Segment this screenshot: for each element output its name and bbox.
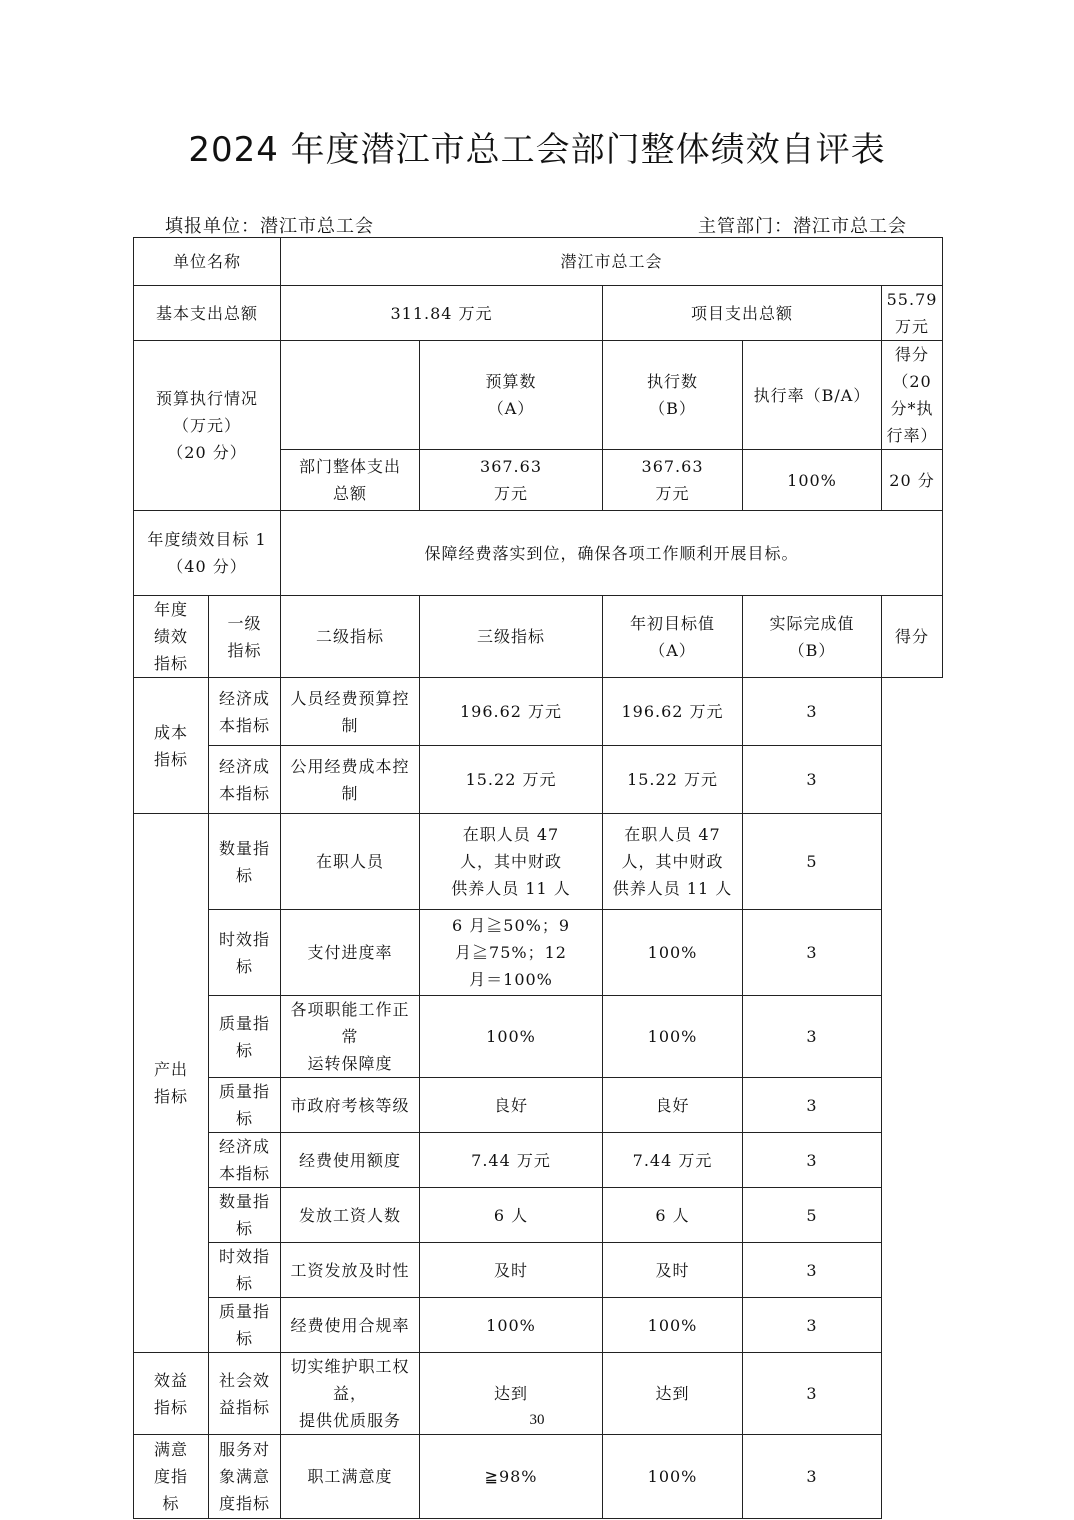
score-value: 3 [743,1353,882,1435]
level3-indicator-line: 经费使用额度 [299,1150,402,1170]
level2-indicator [209,1133,281,1188]
level3-indicator-line: 工资发放及时性 [290,1260,410,1280]
score-value: 3 [743,1133,882,1188]
actual-value [603,996,743,1078]
score-value: 5 [743,1188,882,1243]
execution-rate-value: 100% [743,450,882,511]
score-value: 3 [743,1435,882,1519]
actual-value [603,910,743,996]
target-value-line: 7.44 万元 [471,1150,551,1170]
project-expense-value: 55.79 万元 [882,286,943,341]
actual-value [603,1298,743,1353]
indicator-row [134,1243,943,1298]
target-value [420,910,603,996]
target-header [603,596,743,678]
score-value: 3 [743,1298,882,1353]
indicator-row [134,996,943,1078]
header-line: 得分 [895,345,930,364]
target-value-line: 月≧75%；12 [455,943,567,962]
level3-indicator-line: 支付进度率 [307,943,393,962]
actual-value [603,1133,743,1188]
header-line: （B） [788,640,836,660]
level3-indicator [281,1298,420,1353]
indicator-row [134,910,943,996]
satisfaction-indicator-group-line: 满意 [153,1440,188,1459]
score-value: 3 [743,678,882,746]
header-line: 预算数 [485,372,537,391]
header-line: 指标 [227,640,262,660]
target-value [420,1078,603,1133]
value-line: 万元 [655,484,690,503]
budget-header-row [134,341,943,450]
department-total-label [281,450,420,511]
cost-indicator-group [134,678,209,814]
score-formula-header [882,341,943,450]
actual-value-line: 196.62 万元 [621,702,724,721]
cost-indicator-group-line: 指标 [153,749,188,769]
actual-value-line: 100% [647,1027,698,1046]
level2-indicator [209,1078,281,1133]
target-value-line: 月＝100% [469,970,553,989]
level3-header: 三级指标 [420,596,603,678]
level3-indicator [281,1188,420,1243]
level3-indicator-line: 在职人员 [316,852,385,871]
label-line: 总额 [333,484,368,503]
basic-expense-label: 基本支出总额 [134,286,281,341]
actual-value-line: 100% [647,943,698,962]
level3-indicator [281,678,420,746]
target-value-line: 达到 [494,1384,529,1403]
target-value-line: 6 人 [493,1205,529,1225]
target-value-line: 及时 [494,1260,529,1280]
level3-indicator [281,1133,420,1188]
header-line: 执行数 [647,372,699,391]
score-value: 3 [743,910,882,996]
benefit-indicator-group-line: 指标 [153,1397,188,1417]
unit-row [134,238,943,286]
actual-value [603,1243,743,1298]
annual-indicators-label [134,596,209,678]
actual-value-line: 供养人员 11 人 [612,879,733,898]
fill-unit: 填报单位：潜江市总工会 [165,216,374,237]
level2-indicator-line: 质量指标 [219,1302,271,1348]
indicator-header-row [134,596,943,678]
header-line: （B） [649,399,696,418]
header-line: 实际完成值 [769,613,855,633]
actual-value [603,1188,743,1243]
budget-label-line: 预算执行情况 [156,389,259,408]
label-line: 绩效 [153,627,188,646]
actual-value-line: 7.44 万元 [632,1150,713,1170]
expense-row [134,286,943,341]
basic-expense-value: 311.84 万元 [281,286,603,341]
target-value-line: 供养人员 11 人 [451,879,571,898]
level3-indicator-line: 经费使用合规率 [290,1315,410,1335]
score-value: 3 [743,746,882,814]
level2-indicator [209,1188,281,1243]
indicator-row [134,1188,943,1243]
level2-indicator [209,1298,281,1353]
score-value: 3 [743,996,882,1078]
page-number: 30 [529,1412,545,1428]
cost-indicator-group-line: 成本 [153,722,188,742]
goal-row [134,511,943,596]
level3-indicator [281,814,420,910]
level2-indicator [209,746,281,814]
level3-indicator-line: 切实维护职工权益， [290,1357,410,1403]
value-line: 367.63 [480,457,542,476]
level2-indicator-line: 数量指标 [219,838,271,885]
target-value [420,1243,603,1298]
header-line: （20 分*执行率） [886,372,938,445]
executed-amount-header [603,341,743,450]
indicator-row [134,678,943,746]
target-value [420,746,603,814]
target-value-line: 良好 [494,1095,529,1115]
performance-table [133,237,943,1519]
score-header: 得分 [882,596,943,678]
level3-indicator [281,910,420,996]
actual-value-line: 在职人员 47 [624,825,721,844]
execution-rate-header: 执行率（B/A） [743,341,882,450]
level2-indicator-line: 质量指标 [219,1082,271,1128]
actual-value-line: 15.22 万元 [627,770,718,789]
value-line: 367.63 [641,457,704,476]
actual-value [603,746,743,814]
level3-indicator [281,996,420,1078]
target-value [420,814,603,910]
label-line: 部门整体支出 [299,457,402,476]
level3-indicator-line: 公用经费成本控制 [290,756,410,803]
satisfaction-indicator-group [134,1435,209,1519]
actual-value [603,1078,743,1133]
budget-amount-header [420,341,603,450]
level2-indicator-line: 时效指标 [219,1247,271,1293]
level2-indicator [209,678,281,746]
level2-indicator-line: 服务对象满意 [219,1440,271,1486]
budget-amount-value [420,450,603,511]
level3-indicator [281,746,420,814]
level3-indicator [281,1078,420,1133]
budget-execution-label [134,341,281,511]
level2-indicator-line: 经济成本指标 [219,756,271,803]
level2-indicator-line: 时效指标 [219,929,271,976]
supervising-department: 主管部门：潜江市总工会 [698,216,907,237]
output-indicator-group [134,814,209,1353]
target-value-line: 人，其中财政 [460,852,563,871]
project-expense-label: 项目支出总额 [603,286,882,341]
budget-label-line: （20 分） [167,443,247,462]
level2-indicator [209,1243,281,1298]
header-line: 一级 [227,613,262,633]
output-indicator-group-line: 产出 [153,1060,188,1079]
indicator-row [134,1078,943,1133]
page-title: 2024 年度潜江市总工会部门整体绩效自评表 [188,130,886,170]
indicator-row [134,1435,943,1519]
target-value [420,1188,603,1243]
indicator-row [134,746,943,814]
score-value: 3 [743,1078,882,1133]
target-value-line: 100% [486,1315,536,1335]
label-line: （40 分） [167,557,247,576]
actual-value-line: 100% [647,1315,698,1335]
level2-indicator-line: 经济成本指标 [219,688,271,735]
actual-value [603,1435,743,1519]
level3-indicator-line: 职工满意度 [307,1467,393,1486]
indicator-row [134,1298,943,1353]
actual-value-line: 及时 [655,1260,690,1280]
level2-indicator-line: 数量指标 [219,1192,271,1238]
unit-name-label: 单位名称 [134,238,281,286]
target-value-line: 6 月≧50%；9 [452,916,571,935]
indicator-row [134,814,943,910]
actual-value-line: 良好 [655,1095,690,1115]
target-value [420,996,603,1078]
actual-value-line: 100% [647,1467,698,1486]
score-value: 3 [743,1243,882,1298]
budget-label-line: （万元） [173,416,242,435]
target-value-line: 15.22 万元 [465,770,557,789]
budget-score-value: 20 分 [882,450,943,511]
level2-indicator [209,996,281,1078]
unit-name-value: 潜江市总工会 [281,238,943,286]
value-line: 万元 [494,484,529,503]
label-line: 年度 [153,600,188,619]
level2-header: 二级指标 [281,596,420,678]
level3-indicator-line: 市政府考核等级 [290,1095,410,1115]
level3-indicator-line: 提供优质服务 [299,1411,402,1430]
level2-indicator-line: 经济成本指标 [219,1137,271,1183]
annual-goal-label [134,511,281,596]
level2-indicator [209,814,281,910]
score-value: 5 [743,814,882,910]
satisfaction-indicator-group-line: 标 [162,1494,180,1513]
level3-indicator [281,1243,420,1298]
target-value-line: ≧98% [484,1467,538,1486]
level3-indicator-line: 运转保障度 [307,1054,393,1073]
target-value [420,1133,603,1188]
actual-value [603,678,743,746]
target-value-line: 在职人员 47 [462,825,560,844]
header-line: （A） [649,640,696,660]
actual-header [743,596,882,678]
budget-blank-cell [281,341,420,450]
executed-amount-value [603,450,743,511]
target-value-line: 196.62 万元 [459,702,563,721]
target-value [420,1298,603,1353]
output-indicator-group-line: 指标 [153,1087,188,1106]
level3-indicator-line: 发放工资人数 [299,1205,402,1225]
actual-value [603,814,743,910]
actual-value-line: 人，其中财政 [621,852,724,871]
target-value [420,1435,603,1519]
level2-indicator-line: 社会效益指标 [219,1370,271,1417]
header-line: （A） [487,399,535,418]
level2-indicator-line: 度指标 [219,1494,271,1513]
header-line: 年初目标值 [630,613,716,633]
actual-value-line: 达到 [655,1384,690,1403]
label-line: 指标 [153,654,188,673]
level1-header [209,596,281,678]
level2-indicator [209,910,281,996]
indicator-row [134,1133,943,1188]
level2-indicator-line: 质量指标 [219,1013,271,1060]
level3-indicator [281,1435,420,1519]
target-value-line: 100% [486,1027,536,1046]
label-line: 年度绩效目标 1 [147,530,267,549]
satisfaction-indicator-group-line: 度指 [153,1467,188,1486]
level3-indicator-line: 人员经费预算控制 [290,688,410,735]
level3-indicator-line: 各项职能工作正常 [290,1000,410,1046]
annual-goal-text: 保障经费落实到位，确保各项工作顺利开展目标。 [281,511,943,596]
actual-value-line: 6 人 [655,1205,690,1225]
benefit-indicator-group-line: 效益 [153,1370,188,1390]
level2-indicator [209,1435,281,1519]
target-value [420,678,603,746]
